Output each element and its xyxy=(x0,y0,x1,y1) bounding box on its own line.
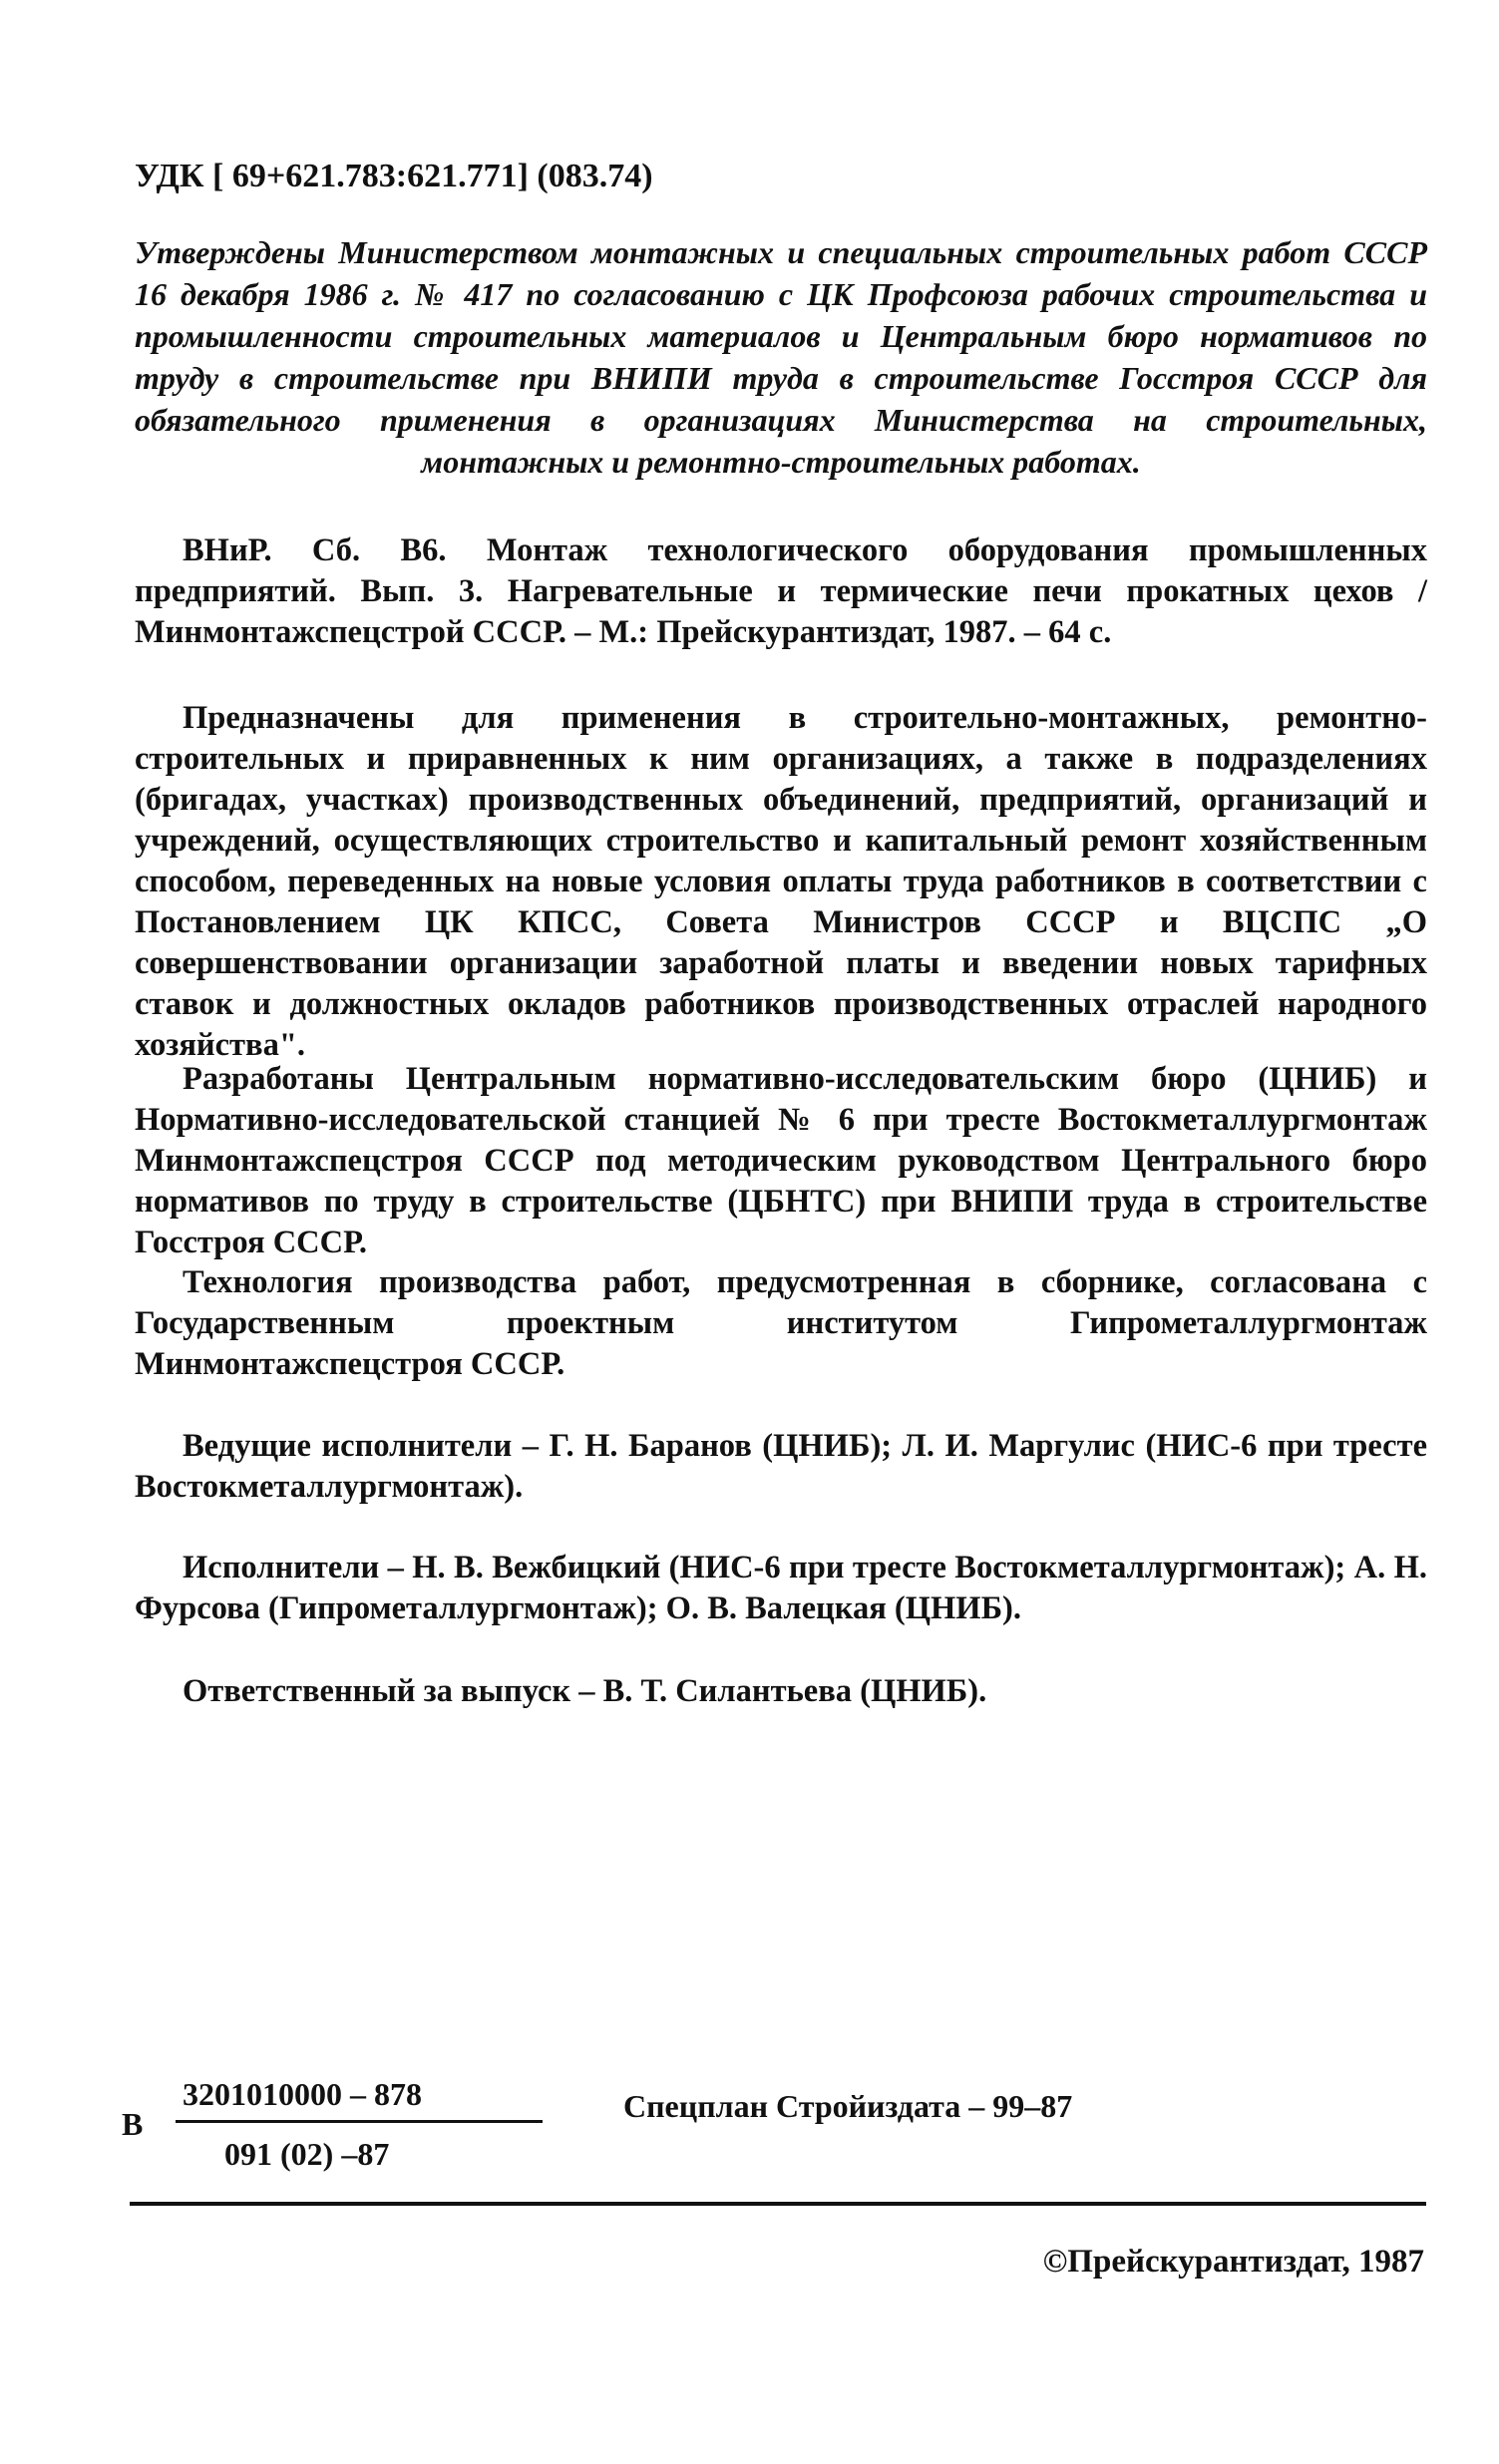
responsible-paragraph xyxy=(135,1671,1427,1712)
index-code-denominator: 091 (02) –87 xyxy=(224,2136,390,2172)
bibliography-text: ВНиР. Сб. В6. Монтаж технологического оборудования промышленных предприятий. Вып. 3. Нагревательные и термические печи прокатных цехов /Минмонтажспецстрой СССР. – М.: Прейскурантиздат, 1987. – 64 с. xyxy=(135,532,1427,650)
technology-paragraph xyxy=(135,1262,1427,1385)
udk-code: УДК [ 69+621.783:621.771] (083.74) xyxy=(135,158,653,194)
developers-paragraph xyxy=(135,1059,1427,1263)
copyright-notice: ©Прейскурантиздат, 1987 xyxy=(1042,2244,1424,2280)
developers-text: Разработаны Центральным нормативно-исследовательским бюро (ЦНИБ) и Нормативно-исследовательской станцией № 6 при тресте Востокметаллургмонтаж Минмонтажспецстроя СССР под методическим руководством Центрального бюро нормативов по труду в строительстве (ЦБНТС) при ВНИПИ труда в строительстве Госстроя СССР. xyxy=(135,1061,1427,1260)
footer-divider xyxy=(130,2202,1426,2206)
approval-statement: Утверждены Министерством монтажных и специальных строительных работ СССР 16 декабря 1986 г. № 417 по согласованию с ЦК Профсоюза рабочих строительства и промышленности строительных материалов и Центральным бюро нормативов по труду в строительстве при ВНИПИ труда в строительстве Госстроя СССР для обязательного применения в организациях Министерства на строительных, монтажных и ремонтно-строительных работах. xyxy=(135,234,1427,480)
executors-paragraph xyxy=(135,1548,1427,1629)
lead-executors-text: Ведущие исполнители – Г. Н. Баранов (ЦНИБ); Л. И. Маргулис (НИС-6 при тресте Востокметаллургмонтаж). xyxy=(135,1428,1427,1505)
purpose-text: Предназначены для применения в строительно-монтажных, ремонтно-строительных и приравненных к ним организациях, а также в подразделениях (бригадах, участках) производственных объединений, предприятий, организаций и учреждений, осуществляющих строительство и капитальный ремонт хозяйственным способом, переведенных на новые условия оплаты труда работников в соответствии с Постановлением ЦК КПСС, Совета Министров СССР и ВЦСПС „О совершенствовании организации заработной платы и введении новых тарифных ставок и должностных окладов работников производственных отраслей народного хозяйства". xyxy=(135,700,1427,1063)
responsible-text: Ответственный за выпуск – В. Т. Силантьева (ЦНИБ). xyxy=(183,1673,987,1709)
index-letter: В xyxy=(122,2106,144,2142)
specplan-text: Спецплан Стройиздата – 99–87 xyxy=(623,2088,1073,2124)
fraction-line xyxy=(176,2120,543,2123)
executors-text: Исполнители – Н. В. Вежбицкий (НИС-6 при тресте Востокметаллургмонтаж); А. Н. Фурсова (Гипрометаллургмонтаж); О. В. Валецкая (ЦНИБ). xyxy=(135,1550,1427,1626)
bibliographic-description xyxy=(135,530,1427,653)
lead-executors-paragraph xyxy=(135,1426,1427,1508)
technology-text: Технология производства работ, предусмотренная в сборнике, согласована с Государственным проектным институтом Гипрометаллургмонтаж Минмонтажспецстроя СССР. xyxy=(135,1264,1427,1382)
index-code-numerator: 3201010000 – 878 xyxy=(183,2076,422,2112)
purpose-paragraph xyxy=(135,698,1427,1066)
